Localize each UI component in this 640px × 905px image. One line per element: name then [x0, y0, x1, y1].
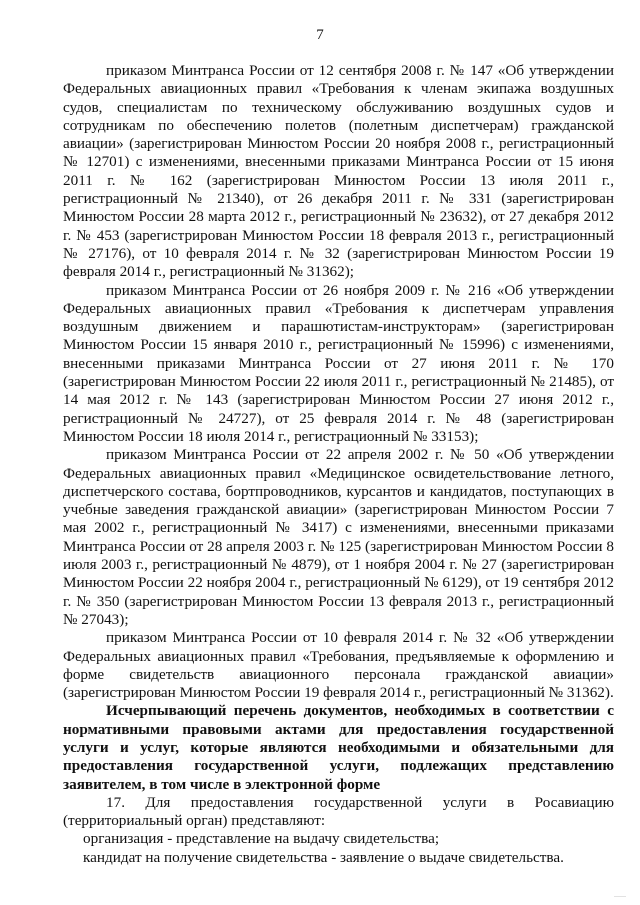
- section-heading: Исчерпывающий перечень документов, необходимых в соответствии с нормативными правовыми актами для предоставления государственной услуги и услуг, которые являются необходимыми и обязательными для предоставления государственной услуги, подлежащих представлению заявителем, в том числе в электронной форме: [63, 702, 614, 793]
- order-paragraph-32: приказом Минтранса России от 10 февраля 2014 г. № 32 «Об утверждении Федеральных авиационных правил «Требования, предъявляемые к оформлению и форме свидетельств авиационного персонала гражданской авиации» (зарегистрирован Минюстом России 19 февраля 2014 г., регистрационный № 31362).: [63, 629, 614, 702]
- clause-17-item-organization: организация - представление на выдачу свидетельства;: [83, 830, 440, 848]
- clause-17-intro: 17. Для предоставления государственной услуги в Росавиацию (территориальный орган) представляют:: [63, 793, 614, 830]
- order-paragraph-216: приказом Минтранса России от 26 ноября 2009 г. № 216 «Об утверждении Федеральных авиационных правил «Требования к диспетчерам управления воздушным движением и парашютистам-инструкторам» (зарегистрирован Минюстом России 15 января 2010 г., регистрационный № 15996) с изменениями, внесенными приказами Минтранса России от 27 июня 2011 г. № 170 (зарегистрирован Минюстом России 22 июля 2011 г., регистрационный № 21485), от 14 мая 2012 г. № 143 (зарегистрирован Минюстом России 27 июня 2012 г., регистрационный № 24727), от 25 февраля 2014 г. № 48 (зарегистрирован Минюстом России 18 июля 2014 г., регистрационный № 33153);: [63, 281, 614, 445]
- scan-artifact: [614, 896, 626, 903]
- clause-17-item-candidate: кандидат на получение свидетельства - заявление о выдаче свидетельства.: [83, 848, 564, 866]
- page-number: 7: [316, 27, 324, 43]
- document-body: [63, 62, 614, 867]
- order-paragraph-50: приказом Минтранса России от 22 апреля 2002 г. № 50 «Об утверждении Федеральных авиационных правил «Медицинское освидетельствование летного, диспетчерского состава, бортпроводников, курсантов и кандидатов, поступающих в учебные заведения гражданской авиации» (зарегистрирован Минюстом России 7 мая 2002 г., регистрационный № 3417) с изменениями, внесенными приказами Минтранса России от 28 апреля 2003 г. № 125 (зарегистрирован Минюстом России 8 июля 2003 г., регистрационный № 4879), от 1 ноября 2004 г. № 27 (зарегистрирован Минюстом России 22 ноября 2004 г., регистрационный № 6129), от 19 сентября 2012 г. № 350 (зарегистрирован Минюстом России 13 февраля 2013 г., регистрационный № 27043);: [63, 446, 614, 628]
- order-paragraph-147: приказом Минтранса России от 12 сентября 2008 г. № 147 «Об утверждении Федеральных авиационных правил «Требования к членам экипажа воздушных судов, специалистам по техническому обслуживанию воздушных судов и сотрудникам по обеспечению полетов (полетным диспетчерам) гражданской авиации» (зарегистрирован Минюстом России 20 ноября 2008 г., регистрационный № 12701) с изменениями, внесенными приказами Минтранса России от 15 июня 2011 г. № 162 (зарегистрирован Минюстом России 13 июля 2011 г., регистрационный № 21340), от 26 декабря 2011 г. № 331 (зарегистрирован Минюстом России 28 марта 2012 г., регистрационный № 23632), от 27 декабря 2012 г. № 453 (зарегистрирован Минюстом России 18 февраля 2013 г., регистрационный № 27176), от 10 февраля 2014 г. № 32 (зарегистрирован Минюстом России 19 февраля 2014 г., регистрационный № 31362);: [63, 62, 614, 281]
